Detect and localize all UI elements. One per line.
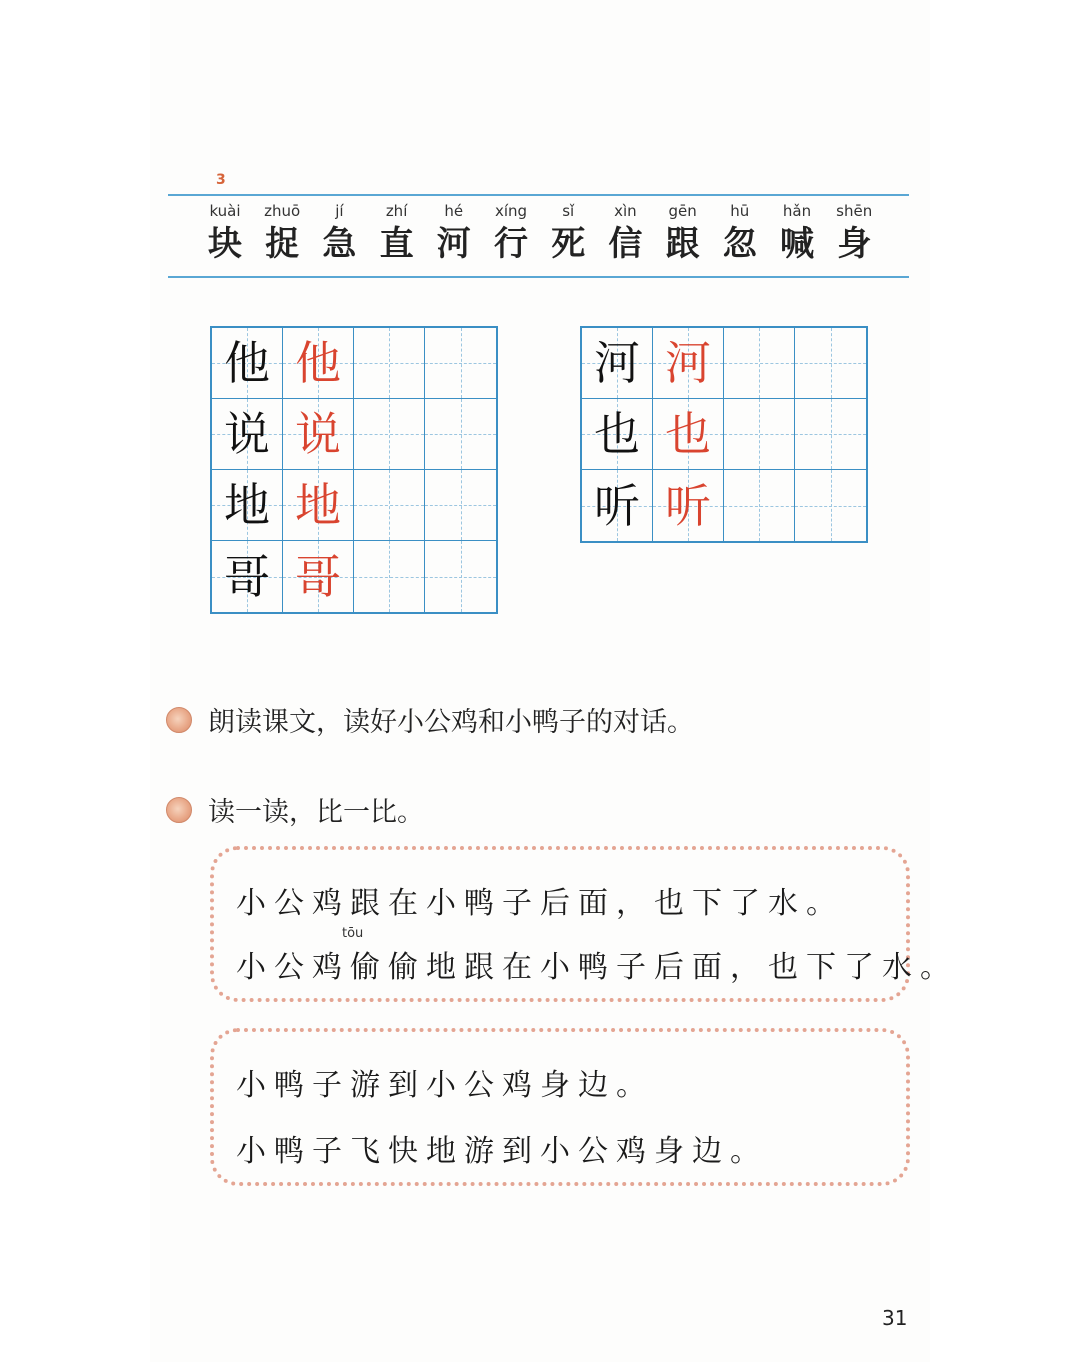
- instruction-compare: [166, 790, 424, 829]
- vocabulary-character: 跟: [665, 224, 700, 264]
- tracing-character: 哥: [295, 549, 341, 604]
- tracing-character: 地: [295, 478, 341, 532]
- tracing-character-cell: [283, 541, 354, 612]
- model-character: 他: [224, 336, 270, 390]
- vocabulary-character: 块: [208, 224, 242, 264]
- empty-practice-cell: [425, 470, 496, 541]
- vocabulary-character: 直: [379, 224, 414, 264]
- tracing-character-cell: [653, 399, 724, 470]
- pinyin-annotation: tōu: [342, 926, 364, 941]
- vocabulary-item: [539, 196, 597, 266]
- tracing-character: 说: [295, 407, 341, 461]
- empty-practice-cell: [795, 470, 866, 541]
- vocabulary-character: 捉: [265, 224, 300, 264]
- sentence-original: 小鸭子游到小公鸡身边。: [236, 1068, 654, 1103]
- page-number: 31: [882, 1306, 908, 1330]
- model-character-cell: [582, 328, 653, 399]
- instruction-bullet-icon: [166, 707, 192, 733]
- instruction-read-aloud: [166, 700, 694, 739]
- tracing-character-cell: [283, 470, 354, 541]
- model-character-cell: [582, 470, 653, 541]
- vocabulary-item: [768, 196, 826, 266]
- model-character-cell: [582, 399, 653, 470]
- vocabulary-pinyin: xíng: [494, 202, 528, 220]
- tracing-character: 听: [665, 478, 711, 533]
- model-character: 也: [594, 407, 640, 461]
- empty-practice-cell: [795, 328, 866, 399]
- empty-practice-cell: [724, 399, 795, 470]
- vocabulary-item: [654, 196, 712, 266]
- writing-grid-right: [580, 326, 868, 543]
- vocabulary-band: [168, 194, 909, 278]
- vocabulary-item: [711, 196, 769, 266]
- vocabulary-pinyin: gēn: [668, 202, 697, 220]
- vocabulary-pinyin: hé: [444, 202, 464, 220]
- vocabulary-item: [253, 196, 311, 266]
- vocabulary-pinyin: jí: [335, 202, 344, 220]
- lesson-marker: 3: [216, 172, 226, 188]
- empty-practice-cell: [354, 399, 425, 470]
- model-character: 地: [224, 478, 270, 532]
- tracing-character-cell: [653, 470, 724, 541]
- empty-practice-cell: [425, 328, 496, 399]
- writing-grid-left: [210, 326, 498, 614]
- vocabulary-item: [310, 196, 368, 266]
- vocabulary-pinyin: zhí: [385, 202, 408, 220]
- vocabulary-item: [482, 196, 540, 266]
- comparison-box-1: [210, 846, 958, 1002]
- vocabulary-pinyin: sǐ: [562, 202, 575, 220]
- model-character: 听: [594, 478, 640, 533]
- tracing-character-cell: [653, 328, 724, 399]
- empty-practice-cell: [354, 470, 425, 541]
- empty-practice-cell: [724, 470, 795, 541]
- empty-practice-cell: [425, 399, 496, 470]
- tracing-character-cell: [283, 328, 354, 399]
- model-character: 河: [594, 336, 640, 390]
- vocabulary-pinyin: xìn: [614, 202, 637, 220]
- vocabulary-character: 行: [494, 224, 528, 264]
- vocabulary-character: 河: [436, 224, 471, 264]
- instruction-bullet-icon: [166, 797, 192, 823]
- vocabulary-pinyin: hǎn: [782, 202, 812, 220]
- vocabulary-item: [825, 196, 883, 266]
- vocabulary-item: [425, 196, 483, 266]
- model-character: 哥: [224, 549, 270, 604]
- vocabulary-pinyin: kuài: [209, 202, 241, 220]
- vocabulary-pinyin: zhuō: [264, 202, 301, 220]
- sentence-expanded: 小鸭子飞快地游到小公鸡身边。: [236, 1134, 768, 1169]
- vocabulary-character: 喊: [780, 224, 814, 264]
- vocabulary-character: 忽: [722, 224, 757, 264]
- model-character-cell: [212, 328, 283, 399]
- tracing-character: 河: [665, 336, 711, 390]
- tracing-character: 也: [665, 407, 711, 461]
- sentence-expanded: 小公鸡偷偷地跟在小鸭子后面，也下了水。: [236, 950, 958, 985]
- vocabulary-pinyin: hū: [730, 202, 750, 220]
- vocabulary-pinyin: shēn: [836, 202, 873, 220]
- vocabulary-character: 信: [608, 224, 643, 264]
- empty-practice-cell: [724, 328, 795, 399]
- empty-practice-cell: [425, 541, 496, 612]
- instruction-text: 读一读，比一比。: [208, 797, 424, 828]
- instruction-text: 朗读课文，读好小公鸡和小鸭子的对话。: [208, 707, 694, 738]
- comparison-box-2: [210, 1028, 910, 1186]
- model-character: 说: [224, 407, 270, 461]
- vocabulary-item: [596, 196, 654, 266]
- model-character-cell: [212, 399, 283, 470]
- tracing-character-cell: [283, 399, 354, 470]
- empty-practice-cell: [354, 328, 425, 399]
- model-character-cell: [212, 470, 283, 541]
- vocabulary-item: [368, 196, 426, 266]
- vocabulary-character: 死: [551, 224, 586, 264]
- empty-practice-cell: [354, 541, 425, 612]
- empty-practice-cell: [795, 399, 866, 470]
- vocabulary-character: 急: [322, 224, 357, 264]
- vocabulary-item: [196, 196, 254, 266]
- vocabulary-character: 身: [837, 224, 872, 264]
- tracing-character: 他: [295, 336, 341, 390]
- model-character-cell: [212, 541, 283, 612]
- sentence-original: 小公鸡跟在小鸭子后面，也下了水。: [236, 886, 844, 921]
